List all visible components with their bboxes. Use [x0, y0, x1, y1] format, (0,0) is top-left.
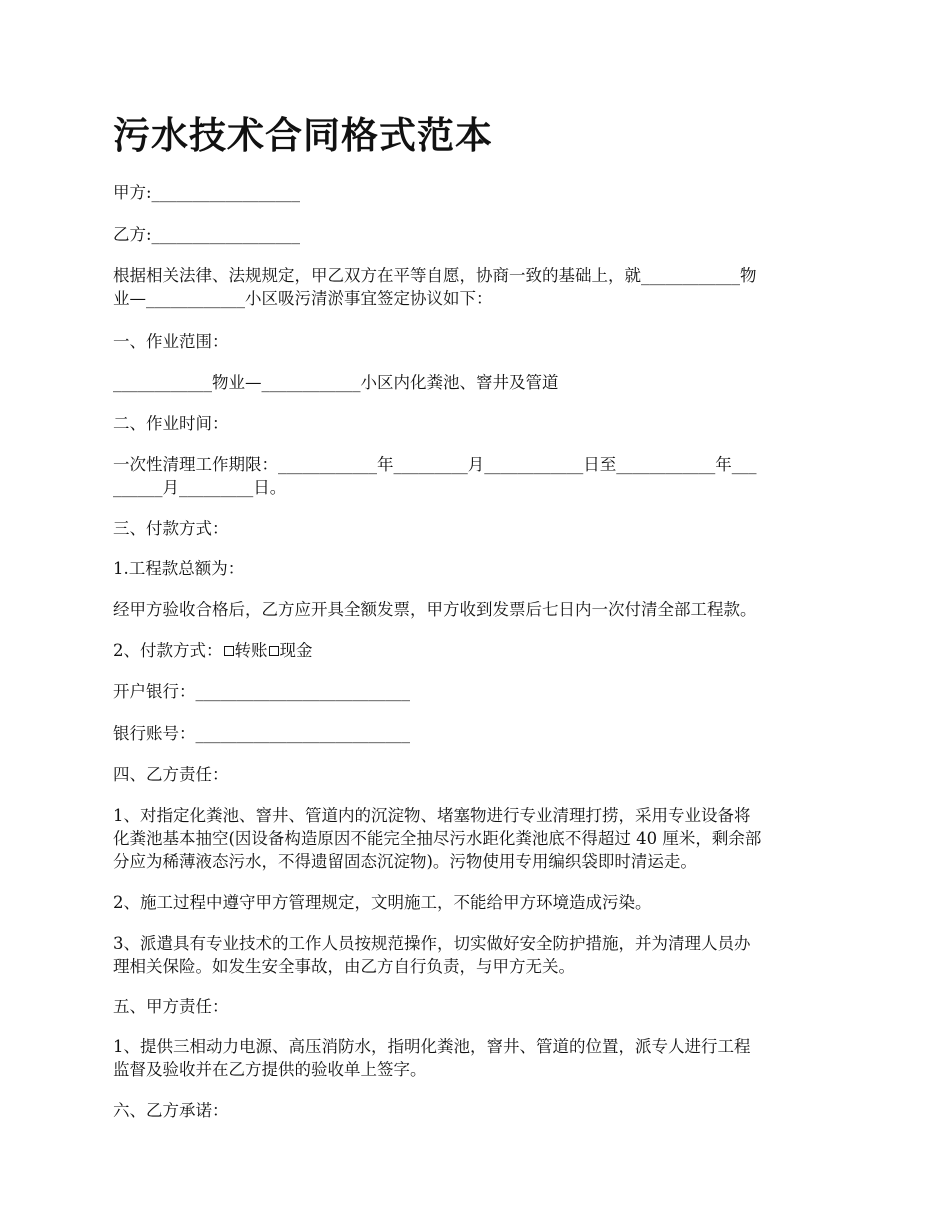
- preamble-line: 业—____________小区吸污清淤事宜签定协议如下：: [113, 289, 493, 308]
- payment-method-label: 2、付款方式：: [113, 641, 223, 660]
- checkbox-icon[interactable]: [224, 646, 234, 656]
- bank-account-field: 银行账号：__________________________: [113, 724, 410, 743]
- section-1-text: ____________物业—____________小区内化粪池、窨井及管道: [113, 373, 559, 392]
- preamble-paragraph: [113, 264, 839, 310]
- section-5-item-1-line: 1、提供三相动力电源、高压消防水，指明化粪池，窨井、管道的位置，派专人进行工程: [113, 1037, 751, 1056]
- section-4-item-2: 2、施工过程中遵守甲方管理规定，文明施工，不能给甲方环境造成污染。: [113, 893, 652, 912]
- section-1-heading: 一、作业范围：: [113, 332, 229, 351]
- section-5-heading: 五、甲方责任：: [113, 997, 229, 1016]
- section-4-item-1-line: 分应为稀薄液态污水，不得遗留固态沉淀物)。污物使用专用编织袋即时清运走。: [113, 852, 697, 871]
- section-3-item-2: [113, 639, 839, 662]
- section-6-heading: 六、乙方承诺：: [113, 1101, 229, 1120]
- checkbox-icon[interactable]: [269, 646, 279, 656]
- party-b-field: 乙方:__________________: [113, 225, 301, 244]
- preamble-line: 根据相关法律、法规规定，甲乙双方在平等自愿，协商一致的基础上，就____________物: [113, 266, 757, 285]
- section-4-item-1: [113, 804, 839, 873]
- section-4-item-1-line: 1、对指定化粪池、窨井、管道内的沉淀物、堵塞物进行专业清理打捞，采用专业设备将: [113, 806, 751, 825]
- section-5-item-1: [113, 1035, 839, 1081]
- section-3-heading: 三、付款方式：: [113, 519, 229, 538]
- payment-option-transfer: 转账: [234, 641, 268, 660]
- document-title: 污水技术合同格式范本: [113, 114, 493, 157]
- section-4-item-3-line: 理相关保险。如发生安全事故，由乙方自行负责，与甲方无关。: [113, 957, 575, 976]
- section-3-item-1: 1.工程款总额为：: [113, 559, 245, 578]
- section-4-item-3-line: 3、派遣具有专业技术的工作人员按规范操作，切实做好安全防护措施，并为清理人员办: [113, 934, 751, 953]
- party-a-field: 甲方:__________________: [113, 183, 301, 202]
- section-4-item-3: [113, 932, 839, 978]
- section-4-heading: 四、乙方责任：: [113, 765, 229, 784]
- section-2-heading: 二、作业时间：: [113, 414, 229, 433]
- section-2-text: [113, 453, 839, 499]
- bank-name-field: 开户银行：__________________________: [113, 682, 410, 701]
- section-3-item-1-text: 经甲方验收合格后，乙方应开具全额发票，甲方收到发票后七日内一次付清全部工程款。: [113, 600, 757, 619]
- payment-option-cash: 现金: [279, 641, 313, 660]
- section-4-item-1-line: 化粪池基本抽空(因设备构造原因不能完全抽尽污水距化粪池底不得超过 40 厘米，剩余部: [113, 829, 762, 848]
- section-2-line: 一次性清理工作期限：____________年_________月____________日至____________年___: [113, 455, 757, 474]
- section-2-line: ______月_________日。: [113, 478, 287, 497]
- section-5-item-1-line: 监督及验收并在乙方提供的验收单上签字。: [113, 1060, 427, 1079]
